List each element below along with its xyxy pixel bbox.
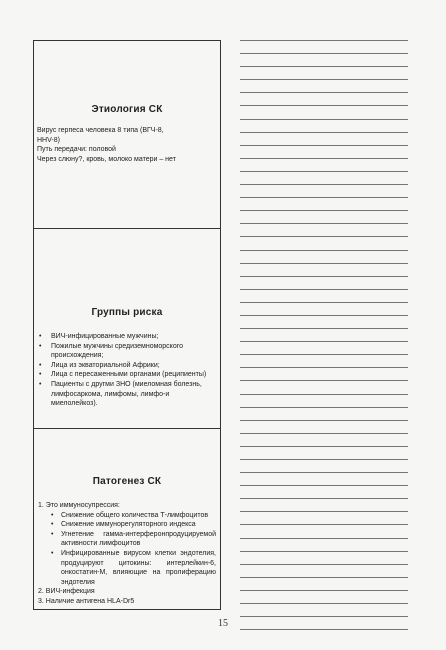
- note-rule-line: [240, 498, 408, 499]
- note-rule-line: [240, 446, 408, 447]
- list-item: 2. ВИЧ-инфекция: [38, 588, 95, 596]
- note-rule-line: [240, 223, 408, 224]
- text-line: HHV-8): [37, 136, 60, 144]
- list-item: • Инфицированные вирусом клетки эндотелия, продуцируют цитокины: интерлейкин-6, онкостатин-М, влияющие на пролиферацию эндотелия: [51, 549, 216, 586]
- note-rule-line: [240, 590, 408, 591]
- note-rule-line: [240, 236, 408, 237]
- note-rule-line: [240, 354, 408, 355]
- slide-title-etiology: Этиология СК: [91, 104, 163, 115]
- list-item: • Пациенты с другми ЗНО (миеломная болезнь, лимфосаркома, лимфомы, лимфо-и миелолейкоз).: [39, 380, 202, 408]
- note-rule-line: [240, 380, 408, 381]
- pathogenesis-list: [38, 501, 216, 607]
- page-number: 15: [218, 618, 228, 629]
- list-item: • Пожилые мужчины средиземноморского происхождения;: [39, 342, 184, 360]
- slide-risk-groups: [34, 228, 220, 428]
- note-rule-line: [240, 420, 408, 421]
- list-item: • Снижение иммунорегуляторного индекса: [51, 521, 196, 529]
- note-rule-line: [240, 184, 408, 185]
- note-rule-line: [240, 302, 408, 303]
- slide-title-risk-groups: Группы риска: [91, 307, 163, 318]
- note-rule-line: [240, 210, 408, 211]
- bullet-icon: •: [39, 342, 42, 350]
- list-item: 1. Это иммуносупрессия: • Снижение общего количества Т-лимфоцитов • Снижение иммунорегуляторного индекса • Угнетение гамма-интерферонпродуцируемой активности лимфоцитов • Инфицированные вирусом клетки эндотелия, продуцируют цитокины: интерлейкин-6, онкостатин-М, влияющие на пролиферацию эндотелия: [38, 502, 216, 586]
- note-rule-line: [240, 407, 408, 408]
- note-rule-line: [240, 341, 408, 342]
- list-item: • Угнетение гамма-интерферонпродуцируемой активности лимфоцитов: [51, 530, 216, 548]
- note-rule-line: [240, 119, 408, 120]
- list-item: 3. Наличие антигена HLA-Dr5: [38, 597, 135, 605]
- note-rule-line: [240, 433, 408, 434]
- note-rule-line: [240, 538, 408, 539]
- note-rule-line: [240, 263, 408, 264]
- note-rule-line: [240, 577, 408, 578]
- note-rule-line: [240, 132, 408, 133]
- note-rule-line: [240, 472, 408, 473]
- note-rule-line: [240, 79, 408, 80]
- note-rule-line: [240, 603, 408, 604]
- text-line: Через слюну?, кровь, молоко матери – нет: [37, 155, 176, 163]
- note-rule-line: [240, 105, 408, 106]
- risk-groups-list: [38, 332, 216, 409]
- note-rule-line: [240, 551, 408, 552]
- bullet-icon: •: [51, 530, 54, 538]
- note-rule-line: [240, 66, 408, 67]
- slide-body-etiology: [37, 126, 216, 164]
- note-rule-line: [240, 367, 408, 368]
- notes-lines: [240, 40, 408, 642]
- note-rule-line: [240, 92, 408, 93]
- note-rule-line: [240, 197, 408, 198]
- bullet-icon: •: [39, 333, 42, 340]
- note-rule-line: [240, 276, 408, 277]
- slide-title-pathogenesis: Патогенез СК: [92, 476, 162, 487]
- note-rule-line: [240, 145, 408, 146]
- slides-column: [33, 40, 221, 610]
- note-rule-line: [240, 564, 408, 565]
- slide-etiology: [34, 41, 220, 228]
- note-rule-line: [240, 616, 408, 617]
- note-rule-line: [240, 53, 408, 54]
- text-line: Путь передачи: половой: [37, 146, 116, 154]
- list-item: • ВИЧ-инфицированные мужчины;: [39, 333, 159, 340]
- bullet-icon: •: [39, 380, 42, 388]
- note-rule-line: [240, 524, 408, 525]
- text-line: Вирус герпеса человека 8 типа (ВГЧ-8,: [37, 127, 164, 134]
- note-rule-line: [240, 511, 408, 512]
- note-rule-line: [240, 459, 408, 460]
- slide-body-risk-groups: [38, 332, 216, 409]
- bullet-icon: •: [51, 549, 54, 557]
- bullet-icon: •: [39, 371, 42, 379]
- note-rule-line: [240, 629, 408, 630]
- note-rule-line: [240, 250, 408, 251]
- note-rule-line: [240, 171, 408, 172]
- note-rule-line: [240, 289, 408, 290]
- list-item: • Лица с пересаженными органами (реципиенты): [39, 371, 207, 379]
- bullet-icon: •: [39, 361, 42, 369]
- note-rule-line: [240, 40, 408, 41]
- note-rule-line: [240, 485, 408, 486]
- note-rule-line: [240, 394, 408, 395]
- pathogenesis-sublist: [38, 511, 216, 588]
- note-rule-line: [240, 315, 408, 316]
- list-item: • Снижение общего количества Т-лимфоцитов: [51, 511, 209, 519]
- bullet-icon: •: [51, 521, 54, 529]
- slide-pathogenesis: [34, 428, 220, 611]
- bullet-icon: •: [51, 511, 54, 519]
- note-rule-line: [240, 328, 408, 329]
- note-rule-line: [240, 158, 408, 159]
- slide-body-pathogenesis: [38, 501, 216, 607]
- list-item: • Лица из экваториальной Африки;: [39, 361, 160, 369]
